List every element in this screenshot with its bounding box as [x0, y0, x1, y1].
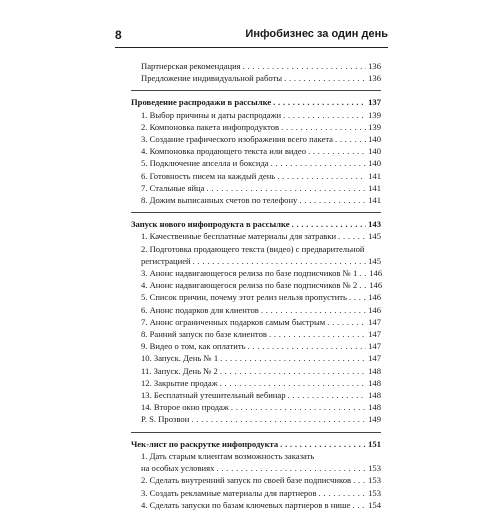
toc-entry-label: 3. Анонс надвигающегося релиза по базе подписчиков № 1 — [141, 268, 358, 279]
toc-entry[interactable] — [131, 401, 381, 413]
toc-entry[interactable] — [131, 60, 381, 72]
toc-entry-page: 146 — [368, 292, 381, 303]
leader-dots — [292, 218, 367, 230]
leader-dots — [299, 194, 366, 206]
toc-entry-page: 148 — [368, 377, 381, 388]
toc-entry-label: 7. Стальные яйца — [141, 182, 205, 193]
toc-entry[interactable] — [131, 304, 381, 316]
toc-entry-label: 4. Сделать запуски по базам ключевых партнеров в нише — [141, 499, 351, 510]
toc-entry[interactable] — [131, 279, 381, 291]
toc-entry-page: 147 — [368, 341, 381, 352]
toc-entry-multiline[interactable] — [131, 450, 381, 474]
toc-entry[interactable] — [131, 145, 381, 157]
toc-section-page: 137 — [368, 97, 381, 108]
leader-dots — [216, 462, 366, 474]
toc-entry[interactable] — [131, 291, 381, 303]
toc-section-page: 151 — [368, 438, 381, 449]
toc-entry[interactable] — [131, 377, 381, 389]
toc-entry[interactable] — [131, 230, 381, 242]
table-of-contents — [131, 60, 381, 511]
leader-dots — [269, 328, 366, 340]
toc-entry-label: 2. Сделать внутренний запуск по своей базе подписчиков — [141, 475, 352, 486]
leader-dots — [193, 255, 366, 267]
toc-entry[interactable] — [131, 157, 381, 169]
toc-entry-label: 9. Видео о том, как оплатить — [141, 341, 246, 352]
toc-entry[interactable] — [131, 121, 381, 133]
leader-dots — [280, 438, 366, 450]
toc-entry-page: 141 — [368, 195, 381, 206]
toc-entry-page: 139 — [368, 109, 381, 120]
leader-dots — [353, 474, 366, 486]
toc-entry-label: 8. Дожим выписанных счетов по телефону — [141, 195, 298, 206]
toc-entry-page: 139 — [368, 121, 381, 132]
leader-dots — [206, 182, 366, 194]
toc-entry-page: 147 — [368, 329, 381, 340]
toc-entry-label: 3. Создание графического изображения всего пакета — [141, 134, 333, 145]
toc-section-title: Проведение распродажи в рассылке — [131, 97, 272, 108]
toc-entry-line2 — [141, 255, 381, 267]
toc-entry-page: 136 — [368, 61, 381, 71]
toc-entry-page: 146 — [369, 268, 383, 279]
toc-entry-page: 146 — [369, 280, 383, 291]
leader-dots — [271, 157, 366, 169]
toc-entry-label-line2: на особых условиях — [141, 463, 215, 474]
toc-entry-page: 148 — [368, 402, 381, 413]
toc-entry[interactable] — [131, 316, 381, 328]
toc-entry[interactable] — [131, 487, 381, 499]
toc-entry-page: 140 — [368, 146, 381, 157]
toc-section-page: 143 — [368, 219, 381, 230]
leader-dots — [335, 133, 366, 145]
toc-entry-page: 136 — [368, 73, 381, 84]
leader-dots — [248, 340, 367, 352]
toc-entry[interactable] — [131, 499, 381, 511]
toc-entry-label: 7. Анонс ограниченных подарков самым быстрым — [141, 316, 326, 327]
leader-dots — [308, 145, 366, 157]
toc-entry-label: 6. Готовность писем на каждый день — [141, 170, 276, 181]
toc-entry[interactable] — [131, 133, 381, 145]
toc-entry[interactable] — [131, 413, 381, 425]
leader-dots — [261, 304, 366, 316]
toc-entry-page: 153 — [368, 487, 381, 498]
toc-entry-page: 140 — [368, 158, 381, 169]
toc-entry-label: 4. Анонс надвигающегося релиза по базе подписчиков № 2 — [141, 280, 358, 291]
toc-entry-page: 145 — [368, 231, 381, 242]
toc-entry-label: 5. Подключение апселла и боксида — [141, 158, 269, 169]
running-title: Инфобизнес за один день — [245, 28, 388, 40]
leader-dots — [359, 267, 367, 279]
toc-entry-label-line1: 2. Подготовка продающего текста (видео) с предварительной — [141, 243, 365, 254]
toc-entry-page: 147 — [368, 353, 381, 364]
toc-entry-page: 148 — [368, 365, 381, 376]
toc-section-title: Чек-лист по раскрутке инфопродукта — [131, 438, 279, 449]
toc-entry-page: 153 — [368, 463, 381, 474]
leader-dots — [243, 60, 366, 72]
leader-dots — [319, 487, 367, 499]
toc-section-heading[interactable] — [131, 212, 381, 230]
toc-entry-label: 5. Список причин, почему этот релиз нельзя пропустить — [141, 292, 347, 303]
toc-entry-label: 14. Второе окно продаж — [141, 402, 229, 413]
toc-entry[interactable] — [131, 109, 381, 121]
toc-entry-label: Предложение индивидуальной работы — [141, 73, 283, 84]
toc-entry-page: 154 — [368, 499, 381, 510]
leader-dots — [327, 316, 366, 328]
leader-dots — [273, 96, 366, 108]
toc-entry[interactable] — [131, 474, 381, 486]
toc-section-heading[interactable] — [131, 432, 381, 450]
toc-entry-label: 2. Компоновка пакета инфопродуктов — [141, 121, 280, 132]
toc-entry-label: P. S. Прозвон — [141, 414, 190, 425]
toc-entry[interactable] — [131, 182, 381, 194]
leader-dots — [283, 109, 366, 121]
toc-entry-label: 1. Выбор причины и даты распродажи — [141, 109, 282, 120]
leader-dots — [352, 499, 366, 511]
leader-dots — [349, 291, 366, 303]
toc-entry-page: 140 — [368, 134, 381, 145]
toc-entry-label-line2: регистрацией — [141, 255, 191, 266]
toc-entry-label: 8. Ранний запуск по базе клиентов — [141, 329, 267, 340]
leader-dots — [277, 170, 366, 182]
toc-entry-label: Партнерская рекомендация — [141, 61, 241, 71]
leader-dots — [220, 377, 366, 389]
toc-entry-line2 — [141, 462, 381, 474]
toc-entry[interactable] — [131, 72, 381, 84]
toc-entry[interactable] — [131, 389, 381, 401]
leader-dots — [231, 401, 366, 413]
toc-entry-label: 1. Качественные бесплатные материалы для затравки — [141, 231, 337, 242]
toc-section-heading[interactable] — [131, 90, 381, 108]
toc-entry-label: 13. Бесплатный утешительный вебинар — [141, 390, 286, 401]
toc-entry-label-line1: 1. Дать старым клиентам возможность заказать — [141, 450, 315, 461]
toc-entry-page: 145 — [368, 255, 381, 266]
toc-entry-page: 141 — [368, 182, 381, 193]
leader-dots — [220, 365, 366, 377]
toc-entry-label: 10. Запуск. День № 1 — [141, 353, 219, 364]
toc-entry[interactable] — [131, 365, 381, 377]
toc-entry-page: 146 — [368, 304, 381, 315]
toc-entry-page: 149 — [368, 414, 381, 425]
toc-section-title: Запуск нового инфопродукта в рассылке — [131, 219, 290, 230]
page-number: 8 — [115, 28, 122, 42]
toc-entry-label: 6. Анонс подарков для клиентов — [141, 304, 259, 315]
toc-entry[interactable] — [131, 194, 381, 206]
toc-entry[interactable] — [131, 328, 381, 340]
toc-entry-page: 141 — [368, 170, 381, 181]
leader-dots — [220, 352, 366, 364]
page-header — [115, 28, 388, 48]
toc-entry-label: 4. Компоновка продающего текста или видео — [141, 146, 307, 157]
toc-entry-label: 12. Закрытие продаж — [141, 377, 218, 388]
leader-dots — [359, 279, 367, 291]
leader-dots — [281, 121, 366, 133]
toc-entry-label: 11. Запуск. День № 2 — [141, 365, 218, 376]
toc-entry-label: 3. Создать рекламные материалы для партнеров — [141, 487, 317, 498]
toc-entry[interactable] — [131, 170, 381, 182]
leader-dots — [191, 413, 366, 425]
toc-entry[interactable] — [131, 267, 381, 279]
toc-entry[interactable] — [131, 340, 381, 352]
leader-dots — [338, 230, 366, 242]
toc-entry-page: 148 — [368, 390, 381, 401]
toc-entry-page: 147 — [368, 316, 381, 327]
toc-entry[interactable] — [131, 352, 381, 364]
toc-entry-page: 153 — [368, 475, 381, 486]
leader-dots — [284, 72, 366, 84]
leader-dots — [288, 389, 367, 401]
toc-entry-multiline[interactable] — [131, 243, 381, 267]
